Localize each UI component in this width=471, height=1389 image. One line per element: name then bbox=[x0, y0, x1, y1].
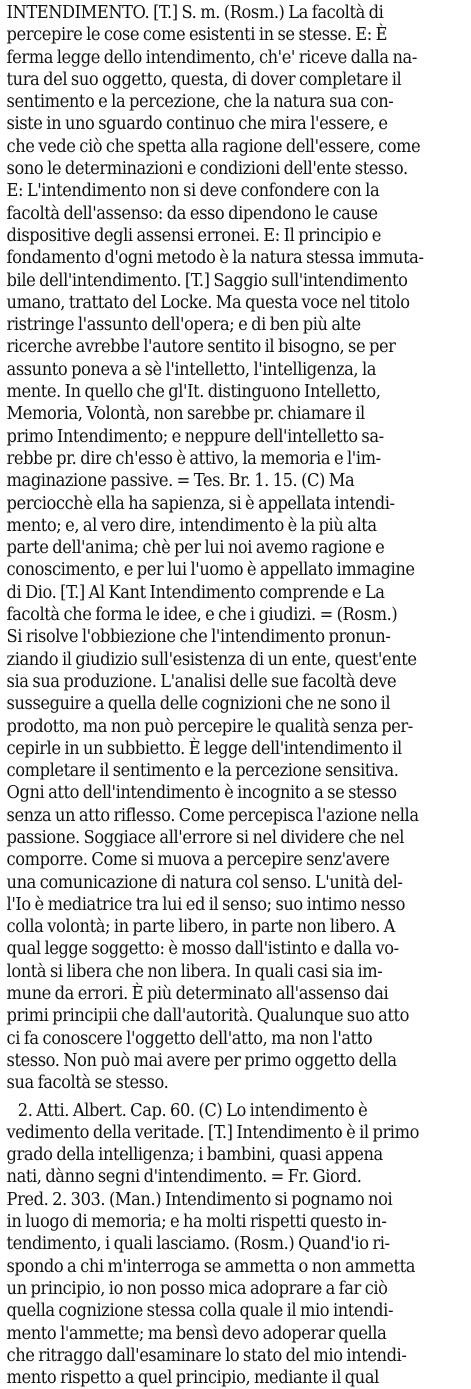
text-line: ricerche avrebbe l'autore sentito il bisogno, se per bbox=[6, 337, 396, 358]
text-line: un principio, io non posso mica adoprare a far ciò bbox=[6, 1278, 388, 1299]
text-line: lontà si libera che non libera. In quali casi sia im- bbox=[6, 961, 383, 982]
text-line: vedimento della veritade. [T.] Intendimento è il primo bbox=[6, 1122, 419, 1143]
text-line: colla volontà; in parte libero, in parte non libero. A bbox=[6, 917, 395, 938]
text-line: Pred. 2. 303. (Man.) Intendimento si pognamo noi bbox=[6, 1189, 393, 1210]
text-line: primi principii che dall'autorità. Qualunque suo atto bbox=[6, 1006, 409, 1027]
text-line: l'Io è mediatrice tra lui ed il senso; suo intimo nesso bbox=[6, 894, 405, 915]
text-line: in luogo di memoria; e ha molti rispetti questo in- bbox=[6, 1212, 387, 1233]
text-line: 2. Atti. Albert. Cap. 60. (C) Lo intendimento è bbox=[17, 1100, 368, 1121]
text-line: tendimento, i quali lasciamo. (Rosm.) Quand'io ri- bbox=[6, 1234, 390, 1255]
text-line: completare il sentimento e la percezione sensitiva. bbox=[6, 761, 399, 782]
text-line: facoltà dell'assenso: da esso dipendono le cause bbox=[6, 203, 378, 224]
text-line: mune da errori. È più determinato all'assenso dai bbox=[6, 984, 389, 1005]
text-line: INTENDIMENTO. [T.] S. m. (Rosm.) La facoltà di bbox=[6, 3, 384, 23]
text-line: Si risolve l'obbiezione che l'intendimento pronun- bbox=[6, 627, 391, 648]
text-line: mente. In quello che gl'It. distinguono Intelletto, bbox=[6, 382, 381, 403]
text-line: assunto poneva a sè l'intelletto, l'intelligenza, la bbox=[6, 359, 377, 380]
entry-sense-2 bbox=[7, 1100, 464, 1389]
text-line: sia sua produzione. L'analisi delle sue facoltà deve bbox=[6, 671, 397, 692]
text-line: tura del suo oggetto, questa, di dover completare il bbox=[6, 69, 402, 90]
text-line: fondamento d'ogni metodo è la natura stessa immuta- bbox=[6, 248, 424, 269]
text-line: dispositive degli assensi erronei. E: Il principio e bbox=[6, 225, 381, 246]
text-line: che vede ciò che spetta alla ragione dell'essere, come bbox=[6, 136, 421, 157]
text-line: qual legge soggetto: è mosso dall'istinto e dalla vo- bbox=[6, 939, 399, 960]
text-line: mento rispetto a quel principio, mediante il qual bbox=[6, 1368, 379, 1389]
text-line: di Dio. [T.] Al Kant Intendimento comprende e La bbox=[6, 582, 385, 603]
text-line: ristringe l'assunto dell'opera; e di ben più alte bbox=[6, 315, 361, 336]
text-line: E: L'intendimento non si deve confondere con la bbox=[6, 181, 380, 202]
text-line: umano, trattato del Locke. Ma questa voce nel titolo bbox=[6, 292, 410, 313]
text-line: ci fa conoscere l'oggetto dell'atto, ma non l'atto bbox=[6, 1028, 373, 1049]
text-line: susseguire a quella delle cognizioni che ne sono il bbox=[6, 694, 391, 715]
text-line: siste in uno sguardo continuo che mira l'essere, e bbox=[6, 114, 388, 135]
text-line: primo Intendimento; e neppure dell'intelletto sa- bbox=[6, 426, 384, 447]
text-line: Ogni atto dell'intendimento è incognito a se stesso bbox=[6, 783, 397, 804]
text-line: ziando il giudizio sull'esistenza di un ente, quest'ente bbox=[6, 649, 417, 670]
text-line: Memoria, Volontà, non sarebbe pr. chiamare il bbox=[6, 404, 365, 425]
text-line: grado della intelligenza; i bambini, quasi appena bbox=[6, 1145, 383, 1166]
text-line: una comunicazione di natura col senso. L'unità del- bbox=[6, 872, 403, 893]
text-line: mento; e, al vero dire, intendimento è la più alta bbox=[6, 515, 377, 536]
text-line: percepire le cose come esistenti in se stesse. E: È bbox=[6, 25, 388, 46]
text-line: rebbe pr. dire ch'esso è attivo, la memoria e l'im- bbox=[6, 448, 381, 469]
text-line: nati, dànno segni d'intendimento. = Fr. Giord. bbox=[6, 1167, 362, 1188]
text-line: quella cognizione stessa colla quale il mio intendi- bbox=[6, 1301, 394, 1322]
text-line: sua facoltà se stesso. bbox=[6, 1073, 169, 1094]
text-line: maginazione passive. = Tes. Br. 1. 15. (C) Ma bbox=[6, 471, 355, 492]
text-line: facoltà che forma le idee, e che i giudizi. = (Rosm.) bbox=[6, 605, 398, 626]
text-line: passione. Soggiace all'errore si nel dividere che nel bbox=[6, 827, 404, 848]
text-line: spondo a chi m'interroga se ammetta o non ammetta bbox=[6, 1256, 415, 1277]
text-line: parte dell'anima; chè per lui noi avemo ragione e bbox=[6, 538, 385, 559]
text-line: bile dell'intendimento. [T.] Saggio sull'intendimento bbox=[6, 270, 408, 291]
text-line: sentimento e la percezione, che la natura sua con- bbox=[6, 92, 394, 113]
entry-intendimento bbox=[7, 2, 464, 1095]
text-line: perciocchè ella ha sapienza, si è appellata intendi- bbox=[6, 493, 395, 514]
text-line: comporre. Come si muova a percepire senz'avere bbox=[6, 850, 390, 871]
text-line: mento l'ammette; ma bensì devo adoperar quella bbox=[6, 1323, 387, 1344]
text-line: stesso. Non può mai avere per primo oggetto della bbox=[6, 1050, 397, 1071]
text-line: conoscimento, e per lui l'uomo è appellato immagine bbox=[6, 560, 415, 581]
text-line: ferma legge dello intendimento, ch'e' riceve dalla na- bbox=[6, 47, 417, 68]
text-line: senza un atto riflesso. Come percepisca l'azione nella bbox=[6, 805, 419, 826]
text-line: cepirle in un subbietto. È legge dell'intendimento il bbox=[6, 738, 402, 759]
text-line: che ritraggo dall'esaminare lo stato del mio intendi- bbox=[6, 1345, 407, 1366]
text-line: sono le determinazioni e condizioni dell'ente stesso. bbox=[6, 159, 408, 180]
text-line: prodotto, ma non può percepire le qualità senza per- bbox=[6, 716, 413, 737]
